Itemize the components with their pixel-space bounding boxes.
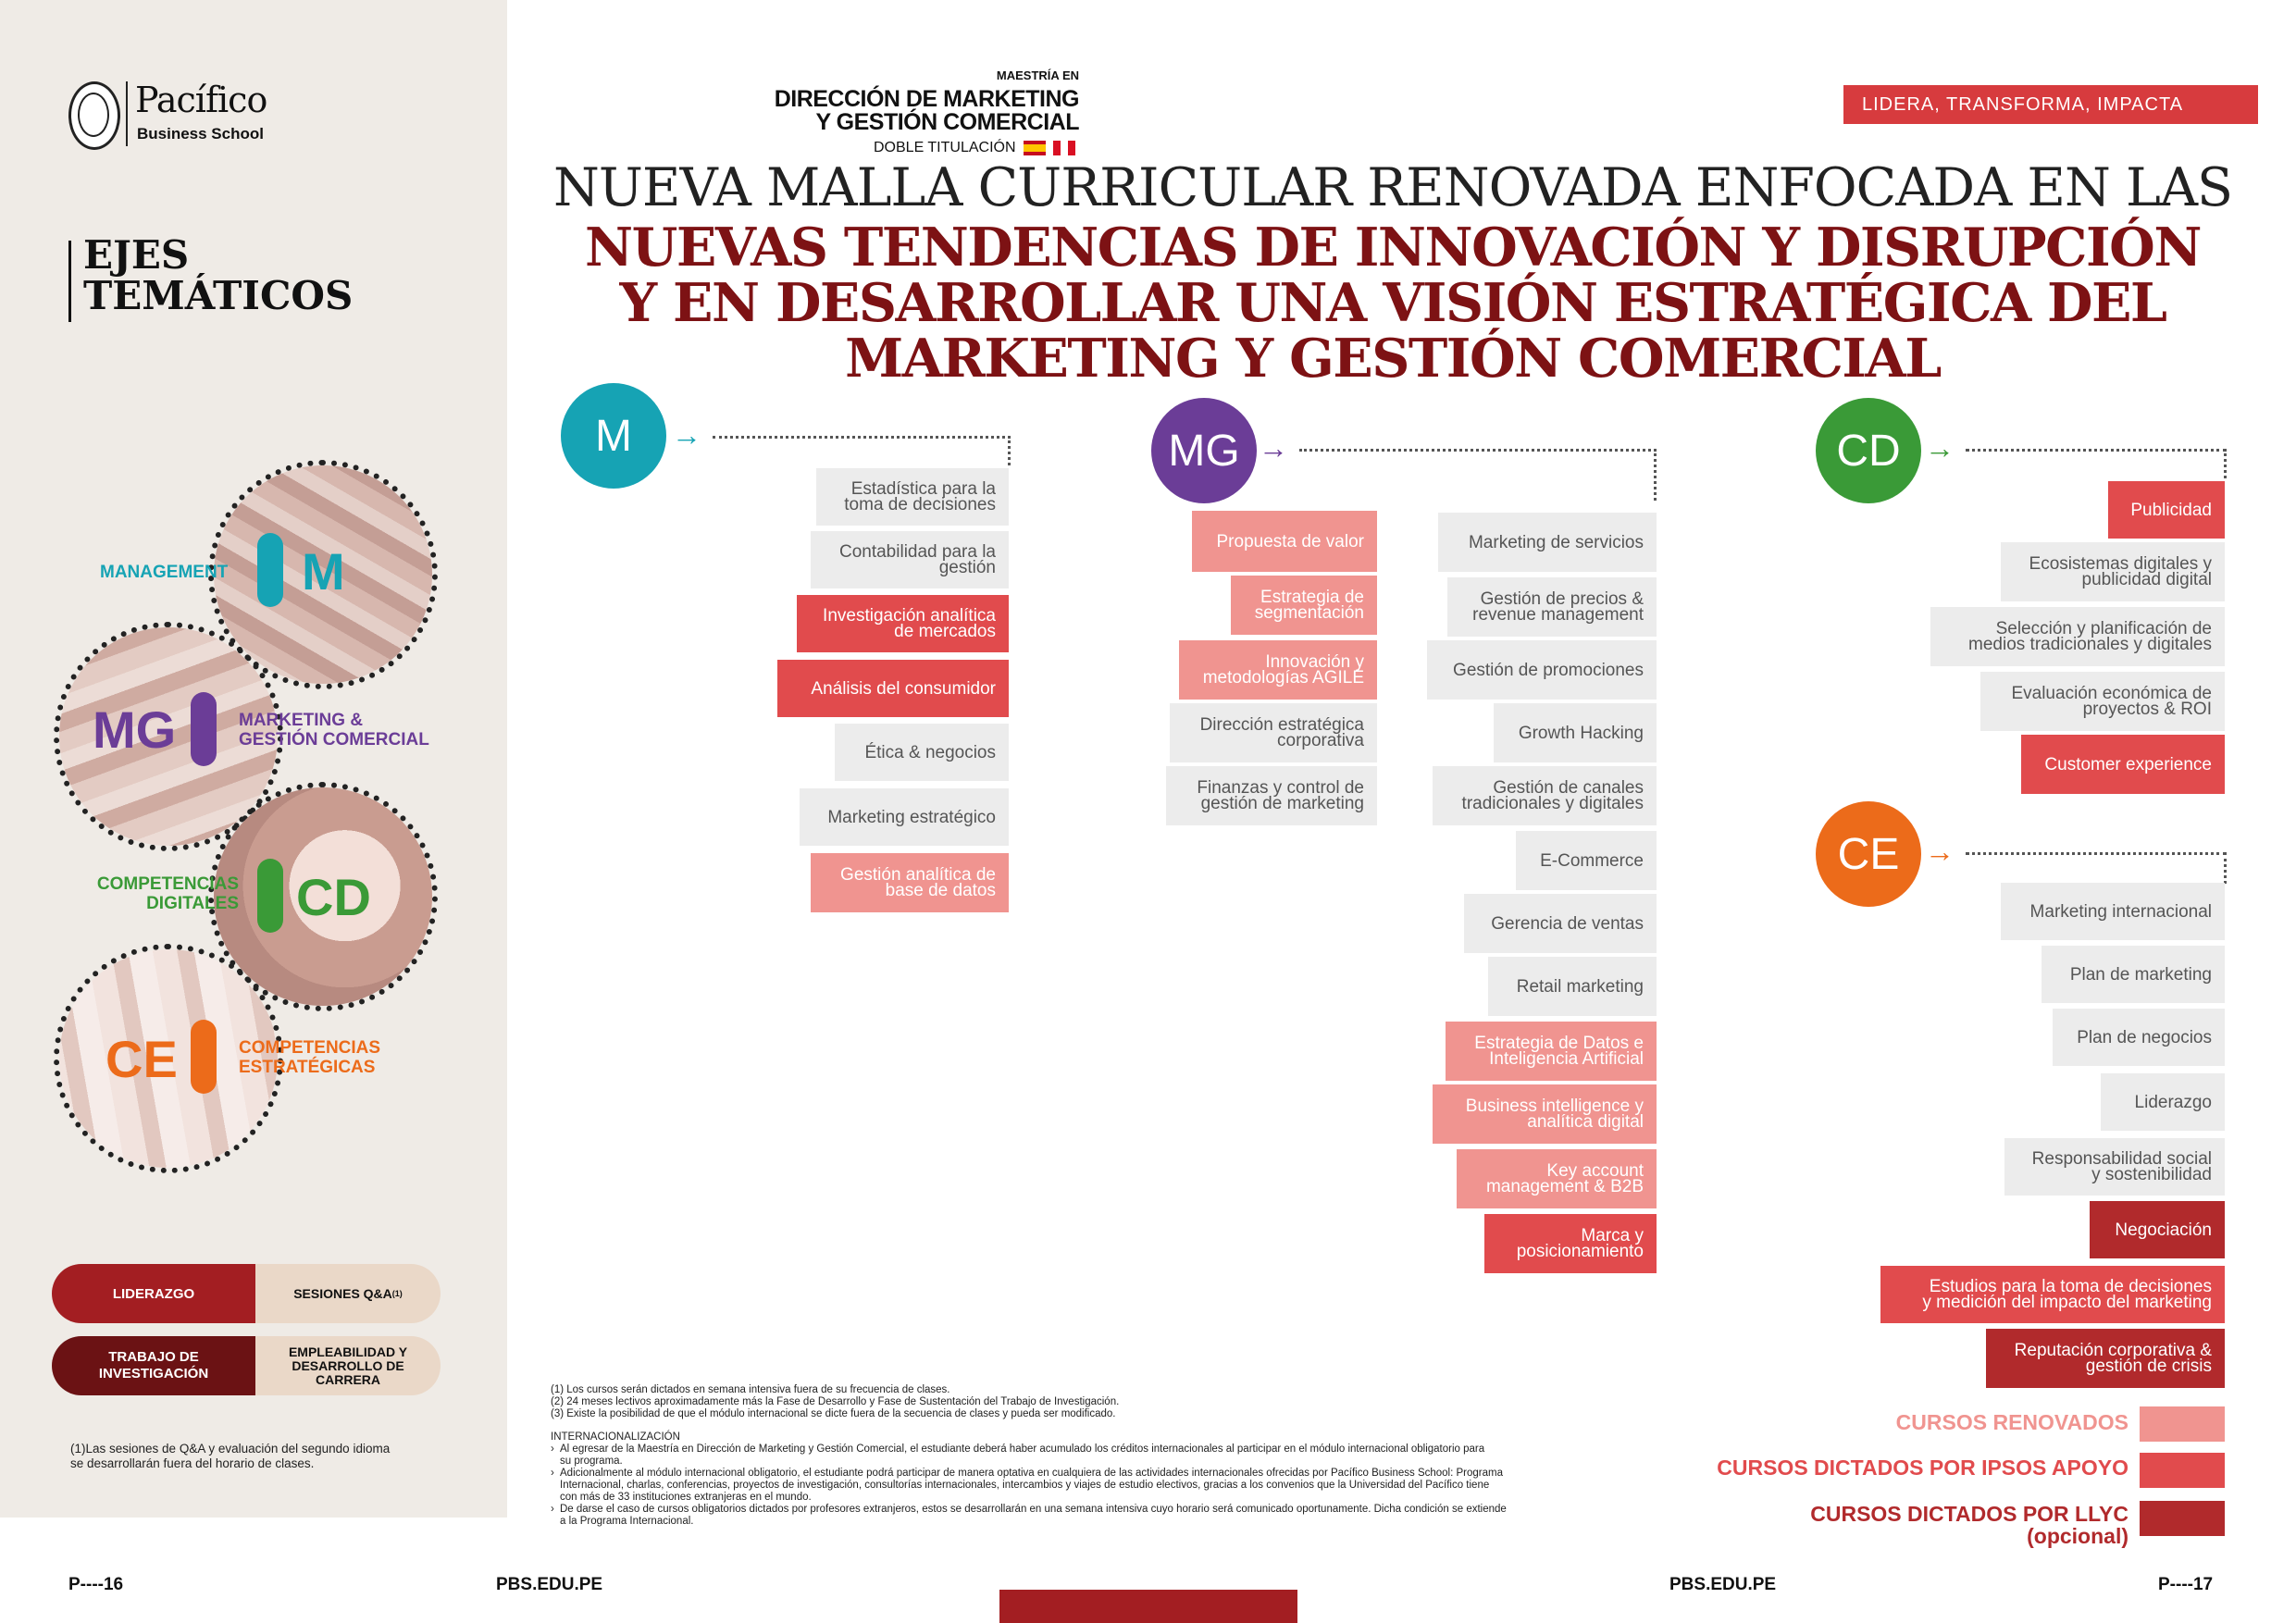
course-text: Key account — [1546, 1161, 1644, 1181]
course-gerencia-ventas — [1464, 894, 1657, 953]
title-line3: Y EN DESARROLLAR UNA VISIÓN ESTRATÉGICA DEL — [619, 272, 2166, 334]
arrow-cd-icon: → — [1925, 431, 1955, 465]
axis-label-cd-line1: COMPETENCIAS — [96, 874, 239, 894]
axis-letter-mg: MG — [93, 700, 177, 759]
course-text: Propuesta de valor — [1216, 531, 1364, 551]
course-text: corporativa — [1277, 731, 1364, 750]
course-text: Marketing estratégico — [827, 807, 996, 827]
legend-llyc-swatch — [2140, 1501, 2225, 1536]
course-estrategia-datos-ia — [1446, 1022, 1657, 1081]
course-text: Marca y — [1581, 1226, 1644, 1245]
course-text: Selección y planificación de — [1995, 619, 2212, 638]
course-text: Growth Hacking — [1518, 723, 1644, 743]
course-text: proyectos & ROI — [2082, 700, 2212, 719]
legend-llyc-label — [1573, 1503, 2128, 1547]
footnote-1: (1) Los cursos serán dictados en semana intensiva fuera de su frecuencia de clases. — [551, 1384, 950, 1395]
page-number-left: P----16 — [68, 1575, 124, 1594]
footnote-3: (3) Existe la posibilidad de que el módulo internacional se dicte fuera de la secuencia de clases y pueda ser modificado. — [551, 1408, 1116, 1419]
course-text: publicidad digital — [2081, 570, 2212, 589]
course-text: de mercados — [894, 622, 996, 641]
course-text: toma de decisiones — [844, 495, 996, 514]
course-text: segmentación — [1254, 603, 1364, 623]
course-liderazgo — [2101, 1073, 2225, 1131]
axis-pill-ce — [191, 1020, 217, 1094]
axis-pill-m — [257, 533, 283, 607]
axis-letter-ce: CE — [105, 1030, 178, 1088]
legend-llyc-line1: CURSOS DICTADOS POR LLYC — [1810, 1502, 2128, 1526]
ejes-accent-bar — [68, 241, 71, 322]
course-text: Inteligencia Artificial — [1489, 1049, 1644, 1069]
course-gestion-promociones — [1427, 640, 1657, 700]
course-text: Estadística para la — [850, 479, 996, 499]
course-text: Liderazgo — [2134, 1092, 2212, 1112]
site-url-left: PBS.EDU.PE — [496, 1575, 603, 1594]
course-text: Finanzas y control de — [1197, 778, 1364, 798]
course-growth-hacking — [1494, 703, 1657, 762]
course-text: Estrategia de — [1260, 588, 1364, 607]
course-text: Dirección estratégica — [1199, 715, 1364, 735]
legend-ipsos-label: CURSOS DICTADOS POR IPSOS APOYO — [1717, 1456, 2128, 1480]
legend-renovados-label: CURSOS RENOVADOS — [1895, 1410, 2128, 1434]
course-negociacion — [2090, 1201, 2225, 1258]
course-marketing-estrategico — [800, 788, 1009, 846]
page-number-right: P----17 — [2158, 1575, 2214, 1594]
bullet-1: › Al egresar de la Maestría en Dirección de Marketing y Gestión Comercial, el estudiante deberá haber acumulado los créditos internacionales al participar en el módulo internacional obligatorio para su programa. — [551, 1443, 1485, 1467]
footer-center-bar — [999, 1590, 1297, 1623]
title-line4: MARKETING Y GESTIÓN COMERCIAL — [845, 328, 1941, 390]
connector-cd — [1966, 449, 2227, 452]
program-title-line2: Y GESTIÓN COMERCIAL — [815, 109, 1079, 135]
axis-label-estrategicas — [239, 1038, 380, 1077]
axis-label-cd-line2: DIGITALES — [146, 894, 239, 913]
course-gestion-precios — [1447, 577, 1657, 637]
course-text: Plan de negocios — [2077, 1027, 2212, 1047]
course-text: Gestión analítica de — [840, 865, 996, 885]
axis-letter-m: M — [302, 542, 345, 601]
course-text: y medición del impacto del marketing — [1922, 1293, 2212, 1312]
course-text: posicionamiento — [1516, 1242, 1644, 1261]
course-estudios-toma-decisiones — [1880, 1266, 2225, 1323]
axis-label-ce-line2: ESTRATÉGICAS — [239, 1058, 376, 1077]
course-key-account — [1457, 1149, 1657, 1208]
axis-label-digitales — [89, 874, 239, 913]
course-text: gestión — [938, 558, 996, 577]
course-retail-marketing — [1488, 957, 1657, 1016]
course-text: y sostenibilidad — [2091, 1165, 2212, 1184]
axis-label-mg-line1: MARKETING & — [239, 711, 364, 730]
pill-sesiones-qa — [255, 1264, 441, 1323]
hub-mg: MG — [1151, 398, 1257, 503]
connector-mg-down — [1654, 449, 1657, 501]
hub-ce: CE — [1816, 801, 1921, 907]
title-line1: NUEVA MALLA CURRICULAR RENOVADA ENFOCADA EN LAS — [552, 157, 2233, 218]
left-footnote — [70, 1442, 390, 1471]
bullet-1-line: Al egresar de la Maestría en Dirección de Marketing y Gestión Comercial, el estudiante deberá haber acumulado los créditos internacionales al participar en el módulo internacional obligatorio para — [560, 1443, 1485, 1455]
bullet-1-line: su programa. — [560, 1456, 623, 1467]
logo-name: Pacífico — [135, 80, 267, 120]
logo-subtitle: Business School — [137, 125, 264, 142]
course-text: Gestión de promociones — [1453, 660, 1644, 680]
footnotes-block — [551, 1384, 1661, 1528]
pill-trabajo-investigacion — [52, 1336, 255, 1395]
course-marketing-internacional — [2001, 883, 2225, 940]
bullet-3-line: a la Programa Internacional. — [560, 1516, 694, 1527]
course-text: Plan de marketing — [2069, 964, 2212, 985]
course-text: Investigación analítica — [823, 606, 996, 626]
doble-titulacion: DOBLE TITULACIÓN — [874, 140, 1016, 155]
course-text: Reputación corporativa & — [2014, 1341, 2212, 1360]
maestria-label: MAESTRÍA EN — [996, 68, 1079, 82]
left-footnote-line1: (1)Las sesiones de Q&A y evaluación del segundo idioma — [70, 1442, 391, 1456]
course-text: revenue management — [1472, 605, 1644, 625]
hub-cd: CD — [1816, 398, 1921, 503]
course-direccion-estrategica — [1170, 703, 1377, 762]
course-text: medios tradicionales y digitales — [1968, 635, 2212, 654]
bullet-2-line: Internacional, charlas, conferencias, proyectos de investigación, consultorías internacionales, intercambios y viajes de estudio electivos, gracias a los convenios que la Universidad del Pacífico tiene — [560, 1480, 1490, 1491]
course-gestion-analitica — [811, 853, 1009, 912]
course-text: gestión de marketing — [1200, 794, 1364, 813]
connector-mg — [1299, 449, 1657, 452]
course-gestion-canales — [1433, 766, 1657, 825]
axis-letter-cd: CD — [296, 868, 371, 926]
course-marca-posicionamiento — [1484, 1214, 1657, 1273]
ejes-line1: EJES — [83, 232, 190, 278]
course-propuesta-valor — [1192, 511, 1377, 572]
title-highlight — [518, 217, 2267, 390]
course-text: Gestión de precios & — [1480, 589, 1644, 609]
course-plan-negocios — [2053, 1009, 2225, 1066]
course-text: Customer experience — [2044, 754, 2212, 774]
course-innovacion-agile — [1179, 640, 1377, 700]
course-text: Innovación y — [1265, 652, 1364, 672]
course-text: analítica digital — [1527, 1112, 1644, 1132]
pill-trabajo-line2: INVESTIGACIÓN — [98, 1366, 209, 1381]
course-estadistica — [816, 468, 1009, 526]
course-contabilidad — [811, 531, 1009, 588]
connector-m — [713, 436, 1011, 439]
legend-renovados-swatch — [2140, 1406, 2225, 1442]
course-text: Ecosistemas digitales y — [2029, 554, 2212, 574]
legend-ipsos-swatch — [2140, 1453, 2225, 1488]
bullet-2-line: con más de 33 instituciones extranjeras en el mundo. — [560, 1492, 812, 1503]
bullet-3: › De darse el caso de cursos obligatorios dictados por profesores extranjeros, estos se desarrollarán en una semana intensiva cuyo horario será comunicado oportunamente. Dicha condición se extiende a la Programa Internacional. — [551, 1504, 1507, 1527]
course-business-intelligence — [1433, 1084, 1657, 1144]
axis-label-ce-line1: COMPETENCIAS — [239, 1038, 381, 1058]
course-seleccion-medios — [1930, 607, 2225, 666]
pill-sesiones-sup: (1) — [391, 1288, 403, 1298]
course-text: Retail marketing — [1516, 976, 1644, 997]
course-reputacion-corporativa — [1986, 1329, 2225, 1388]
logo-divider — [126, 81, 128, 146]
course-text: Negociación — [2115, 1220, 2212, 1240]
site-url-right: PBS.EDU.PE — [1669, 1575, 1777, 1594]
bullet-2-line: Adicionalmente al módulo internacional obligatorio, el estudiante podrá participar de manera optativa en cualquiera de las actividades internacionales ofrecidas por Pacífico Business School: Programa — [560, 1468, 1503, 1479]
ejes-line2: TEMÁTICOS — [83, 273, 354, 318]
title-line2: NUEVAS TENDENCIAS DE INNOVACIÓN Y DISRUPCIÓN — [585, 217, 2201, 279]
course-text: Publicidad — [2130, 500, 2212, 520]
pill-emp-line2: DESARROLLO DE — [292, 1357, 404, 1373]
internacionalizacion-title: INTERNACIONALIZACIÓN — [551, 1431, 680, 1443]
legend-llyc-line2: (opcional) — [2027, 1524, 2128, 1548]
arrow-m-icon: → — [672, 418, 701, 452]
pill-liderazgo: LIDERAZGO — [52, 1264, 255, 1323]
bullet-2: › Adicionalmente al módulo internacional obligatorio, el estudiante podrá participar de manera optativa en cualquiera de las actividades internacionales ofrecidas por Pacífico Business School: Programa Internacional, charlas, conferencias, proyectos de investigación, consultorías internacionales, intercambios y viajes de estudio electivos, gracias a los convenios que la Universidad del Pacífico tiene con más de 33 instituciones extranjeras en el mundo. — [551, 1468, 1503, 1503]
pill-empleabilidad — [255, 1336, 441, 1395]
axis-pill-cd — [257, 859, 283, 933]
connector-ce-down — [2224, 852, 2227, 884]
course-marketing-servicios — [1438, 513, 1657, 572]
axis-label-marketing — [239, 711, 429, 750]
course-ecosistemas-digitales — [2001, 542, 2225, 601]
left-footnote-line2: se desarrollarán fuera del horario de clases. — [70, 1456, 315, 1470]
course-text: E-Commerce — [1540, 850, 1644, 871]
peru-flag-icon — [1053, 141, 1075, 155]
course-etica — [835, 724, 1009, 781]
course-text: Responsabilidad social — [2031, 1149, 2212, 1169]
course-text: tradicionales y digitales — [1461, 794, 1644, 813]
hub-m: M — [561, 383, 666, 489]
course-text: Ética & negocios — [864, 742, 996, 762]
program-title-line1: DIRECCIÓN DE MARKETING — [774, 86, 1079, 112]
program-title — [709, 88, 1079, 134]
bullet-3-line: De darse el caso de cursos obligatorios dictados por profesores extranjeros, estos se desarrollarán en una semana intensiva cuyo horario será comunicado oportunamente. Dicha condición se extiende — [560, 1504, 1507, 1515]
spain-flag-icon — [1024, 141, 1046, 155]
course-text: Estrategia de Datos e — [1474, 1034, 1644, 1053]
axis-label-management: MANAGEMENT — [100, 563, 229, 582]
course-analisis-consumidor — [777, 660, 1009, 717]
course-responsabilidad-social — [2004, 1138, 2225, 1196]
course-ecommerce — [1516, 831, 1657, 890]
course-text: Estudios para la toma de decisiones — [1929, 1277, 2212, 1296]
course-text: Evaluación económica de — [2011, 684, 2212, 703]
footnote-2: (2) 24 meses lectivos aproximadamente más la Fase de Desarrollo y Fase de Sustentación del Trabajo de Investigación. — [551, 1396, 1120, 1407]
course-text: Gestión de canales — [1493, 778, 1644, 798]
course-text: Marketing de servicios — [1468, 532, 1644, 552]
axis-pill-mg — [191, 692, 217, 766]
course-evaluacion-economica — [1980, 672, 2225, 731]
course-text: management & B2B — [1485, 1177, 1644, 1196]
course-text: Marketing internacional — [2029, 901, 2212, 922]
course-investigacion-analitica — [797, 595, 1009, 652]
course-customer-experience — [2021, 735, 2225, 794]
course-text: gestión de crisis — [2085, 1357, 2212, 1376]
course-text: base de datos — [885, 881, 996, 900]
tagline-banner: LIDERA, TRANSFORMA, IMPACTA — [1843, 85, 2258, 124]
course-segmentacion — [1231, 576, 1377, 635]
course-text: Business intelligence y — [1465, 1096, 1644, 1116]
pill-emp-line1: EMPLEABILIDAD Y — [288, 1344, 408, 1359]
connector-ce — [1966, 852, 2227, 855]
pill-sesiones-text: SESIONES Q&A — [293, 1285, 392, 1301]
pill-emp-line3: CARRERA — [316, 1371, 380, 1387]
course-text: Contabilidad para la — [838, 542, 996, 562]
arrow-ce-icon: → — [1925, 835, 1955, 868]
axis-label-mg-line2: GESTIÓN COMERCIAL — [239, 730, 429, 750]
pill-trabajo-line1: TRABAJO DE — [108, 1349, 199, 1365]
pacifico-seal-inner — [78, 93, 109, 137]
arrow-mg-icon: → — [1259, 431, 1288, 465]
course-text: metodologías AGILE — [1202, 668, 1364, 688]
course-text: Análisis del consumidor — [811, 678, 996, 699]
course-finanzas-control — [1166, 766, 1377, 825]
connector-m-down — [1008, 436, 1011, 465]
connector-cd-down — [2224, 449, 2227, 478]
ejes-tematicos-heading — [83, 232, 354, 318]
course-text: Gerencia de ventas — [1491, 913, 1644, 934]
course-publicidad — [2108, 481, 2225, 539]
course-plan-marketing — [2042, 946, 2225, 1003]
